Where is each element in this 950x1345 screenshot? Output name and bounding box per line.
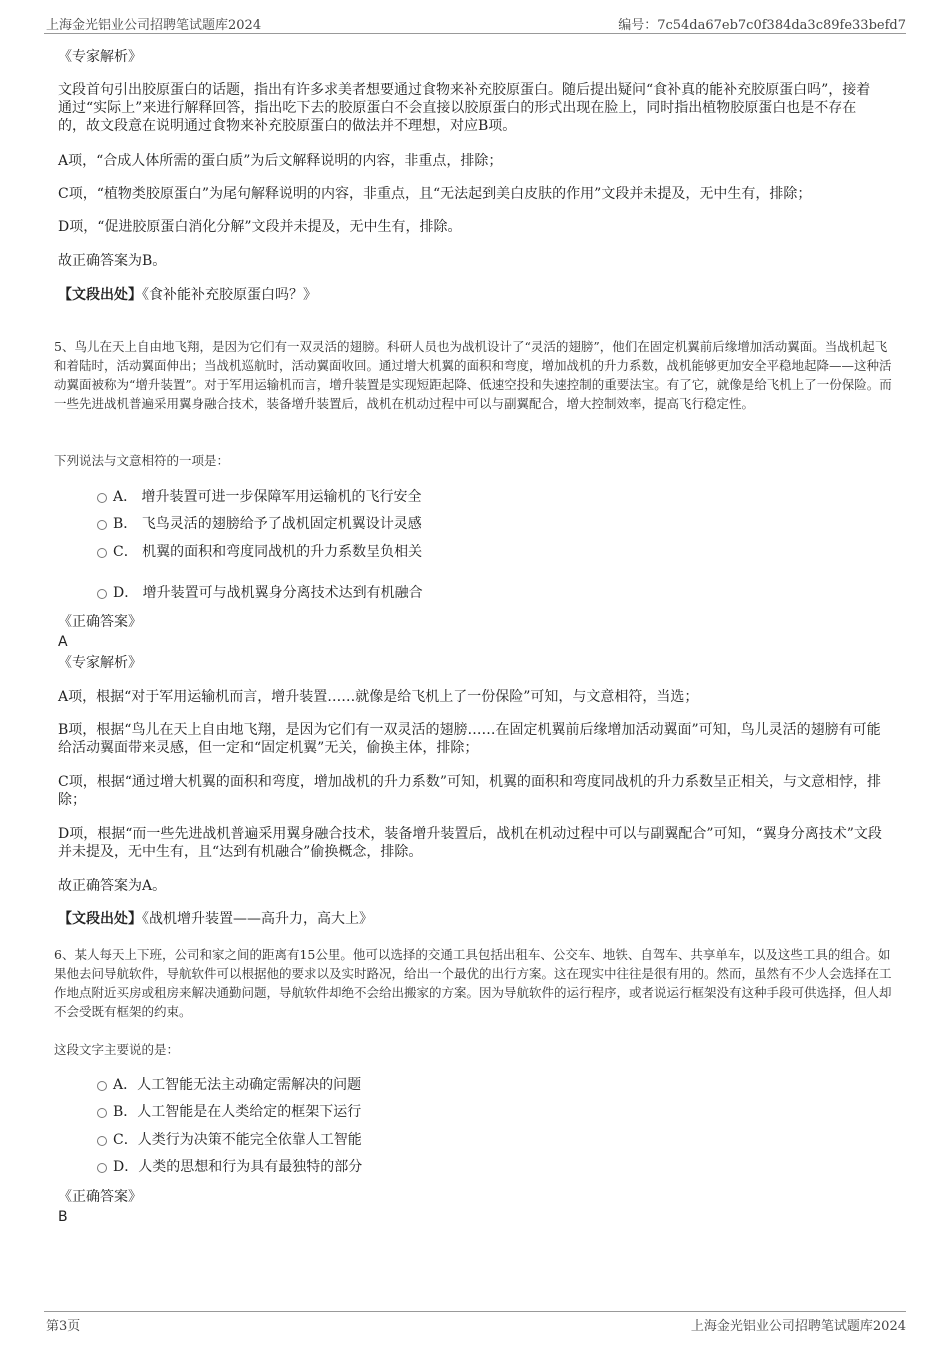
q5-analysis-label: 《专家解析》 [58,655,142,671]
prev-option-c-analysis: C项，“植物类胶原蛋白”为尾句解释说明的内容，非重点，且“无法起到美白皮肤的作用”文段并未提及，无中生有，排除； [58,186,812,202]
q6-option-b[interactable] [97,1103,361,1121]
q5-option-b-analysis: B项，根据“鸟儿在天上自由地飞翔，是因为它们有一双灵活的翅膀……在固定机翼前后缘增加活动翼面”可知，鸟儿灵活的翅膀有可能给活动翼面带来灵感，但一定和“固定机翼”无关，偷换主体，排除； [58,722,881,756]
prev-source-title: 《食补能补充胶原蛋白吗？》 [142,287,317,303]
q5-source-title: 《战机增升装置——高升力，高大上》 [142,911,373,927]
q5-option-a[interactable] [97,488,422,506]
radio-icon[interactable] [97,1163,107,1173]
prev-source [58,286,317,304]
prev-analysis-label: 《专家解析》 [58,49,142,65]
q5-option-a-label: A． 增升装置可进一步保障军用运输机的飞行安全 [113,489,422,505]
q5-option-c-label: C． 机翼的面积和弯度同战机的升力系数呈负相关 [113,544,423,560]
prev-analysis-text: 文段首句引出胶原蛋白的话题，指出有许多求美者想要通过食物来补充胶原蛋白。随后提出疑问“食补真的能补充胶原蛋白吗”，接着通过“实际上”来进行解释回答，指出吃下去的胶原蛋白不会直接以胶原蛋白的形式出现在脸上，同时指出植物胶原蛋白也是不存在的，故文段意在说明通过食物来补充胶原蛋白的做法并不理想，对应B项。 [58,82,871,134]
radio-icon[interactable] [97,1108,107,1118]
q5-option-c[interactable] [97,543,422,561]
q5-option-d[interactable] [97,584,423,602]
prev-option-d-analysis: D项，“促进胶原蛋白消化分解”文段并未提及，无中生有，排除。 [58,219,462,235]
q6-answer: B [58,1209,68,1225]
footer-title: 上海金光铝业公司招聘笔试题库2024 [690,1319,906,1334]
q5-question: 下列说法与文意相符的一项是： [54,453,230,468]
q5-option-c-analysis: C项，根据“通过增大机翼的面积和弯度，增加战机的升力系数”可知，机翼的面积和弯度同战机的升力系数呈正相关，与文意相悖，排除； [58,774,882,808]
q5-option-a-analysis: A项，根据“对于军用运输机而言，增升装置……就像是给飞机上了一份保险”可知，与文意相符，当选； [58,689,699,705]
prev-source-label: 【文段出处】 [58,287,142,303]
radio-icon[interactable] [97,1136,107,1146]
radio-icon[interactable] [97,548,107,558]
document-code: 编号：7c54da67eb7c0f384da3c89fe33befd7 [618,18,906,33]
q6-option-a[interactable] [97,1076,361,1094]
q5-source-label: 【文段出处】 [58,911,142,927]
q5-option-b[interactable] [97,515,422,533]
q6-option-d-label: D．人类的思想和行为具有最独特的部分 [113,1159,363,1175]
q6-answer-label: 《正确答案》 [58,1189,142,1205]
q5-answer: A [58,634,68,650]
radio-icon[interactable] [97,1081,107,1091]
q5-option-d-label: D． 增升装置可与战机翼身分离技术达到有机融合 [113,585,423,601]
q6-option-c-label: C．人类行为决策不能完全依靠人工智能 [113,1132,362,1148]
prev-answer-line: 故正确答案为B。 [58,253,167,269]
q5-answer-line: 故正确答案为A。 [58,878,167,894]
q6-option-c[interactable] [97,1131,362,1149]
q5-option-d-analysis: D项，根据“而一些先进战机普遍采用翼身融合技术，装备增升装置后，战机在机动过程中可以与副翼配合”可知，“翼身分离技术”文段并未提及，无中生有，且“达到有机融合”偷换概念，排除。 [58,826,882,860]
header-divider [44,33,906,34]
q6-option-d[interactable] [97,1158,362,1176]
q5-option-b-label: B． 飞鸟灵活的翅膀给予了战机固定机翼设计灵感 [113,516,422,532]
q5-passage: 5、鸟儿在天上自由地飞翔，是因为它们有一双灵活的翅膀。科研人员也为战机设计了“灵活的翅膀”，他们在固定机翼前后缘增加活动翼面。当战机起飞和着陆时，活动翼面伸出；当战机巡航时，活动翼面收回。通过增大机翼的面积和弯度，增加战机的升力系数，战机能够更加安全平稳地起降——这种活动翼面被称为“增升装置”。对于军用运输机而言，增升装置是实现短距起降、低速空投和失速控制的重要法宝。有了它，就像是给飞机上了一份保险。而一些先进战机普遍采用翼身融合技术，装备增升装置后，战机在机动过程中可以与副翼配合，增大控制效率，提高飞行稳定性。 [54,339,892,411]
prev-option-a-analysis: A项，“合成人体所需的蛋白质”为后文解释说明的内容，非重点，排除； [58,153,503,169]
footer-divider [44,1311,906,1312]
q5-answer-label: 《正确答案》 [58,614,142,630]
q6-passage: 6、某人每天上下班，公司和家之间的距离有15公里。他可以选择的交通工具包括出租车、公交车、地铁、自驾车、共享单车，以及这些工具的组合。如果他去问导航软件，导航软件可以根据他的要求以及实时路况，给出一个最优的出行方案。这在现实中往往是很有用的。然而，虽然有不少人会选择在工作地点附近买房或租房来解决通勤问题，导航软件却绝不会给出搬家的方案。因为导航软件的运行程序，或者说运行框架没有这种手段可供选择，但人却不会受既有框架的约束。 [54,947,892,1019]
radio-icon[interactable] [97,520,107,530]
q6-question: 这段文字主要说的是： [54,1042,180,1057]
header-title: 上海金光铝业公司招聘笔试题库2024 [46,18,262,33]
page-number: 第3页 [46,1319,81,1334]
q6-option-a-label: A．人工智能无法主动确定需解决的问题 [113,1077,362,1093]
q5-source [58,910,373,928]
radio-icon[interactable] [97,589,107,599]
q6-option-b-label: B．人工智能是在人类给定的框架下运行 [113,1104,362,1120]
radio-icon[interactable] [97,493,107,503]
